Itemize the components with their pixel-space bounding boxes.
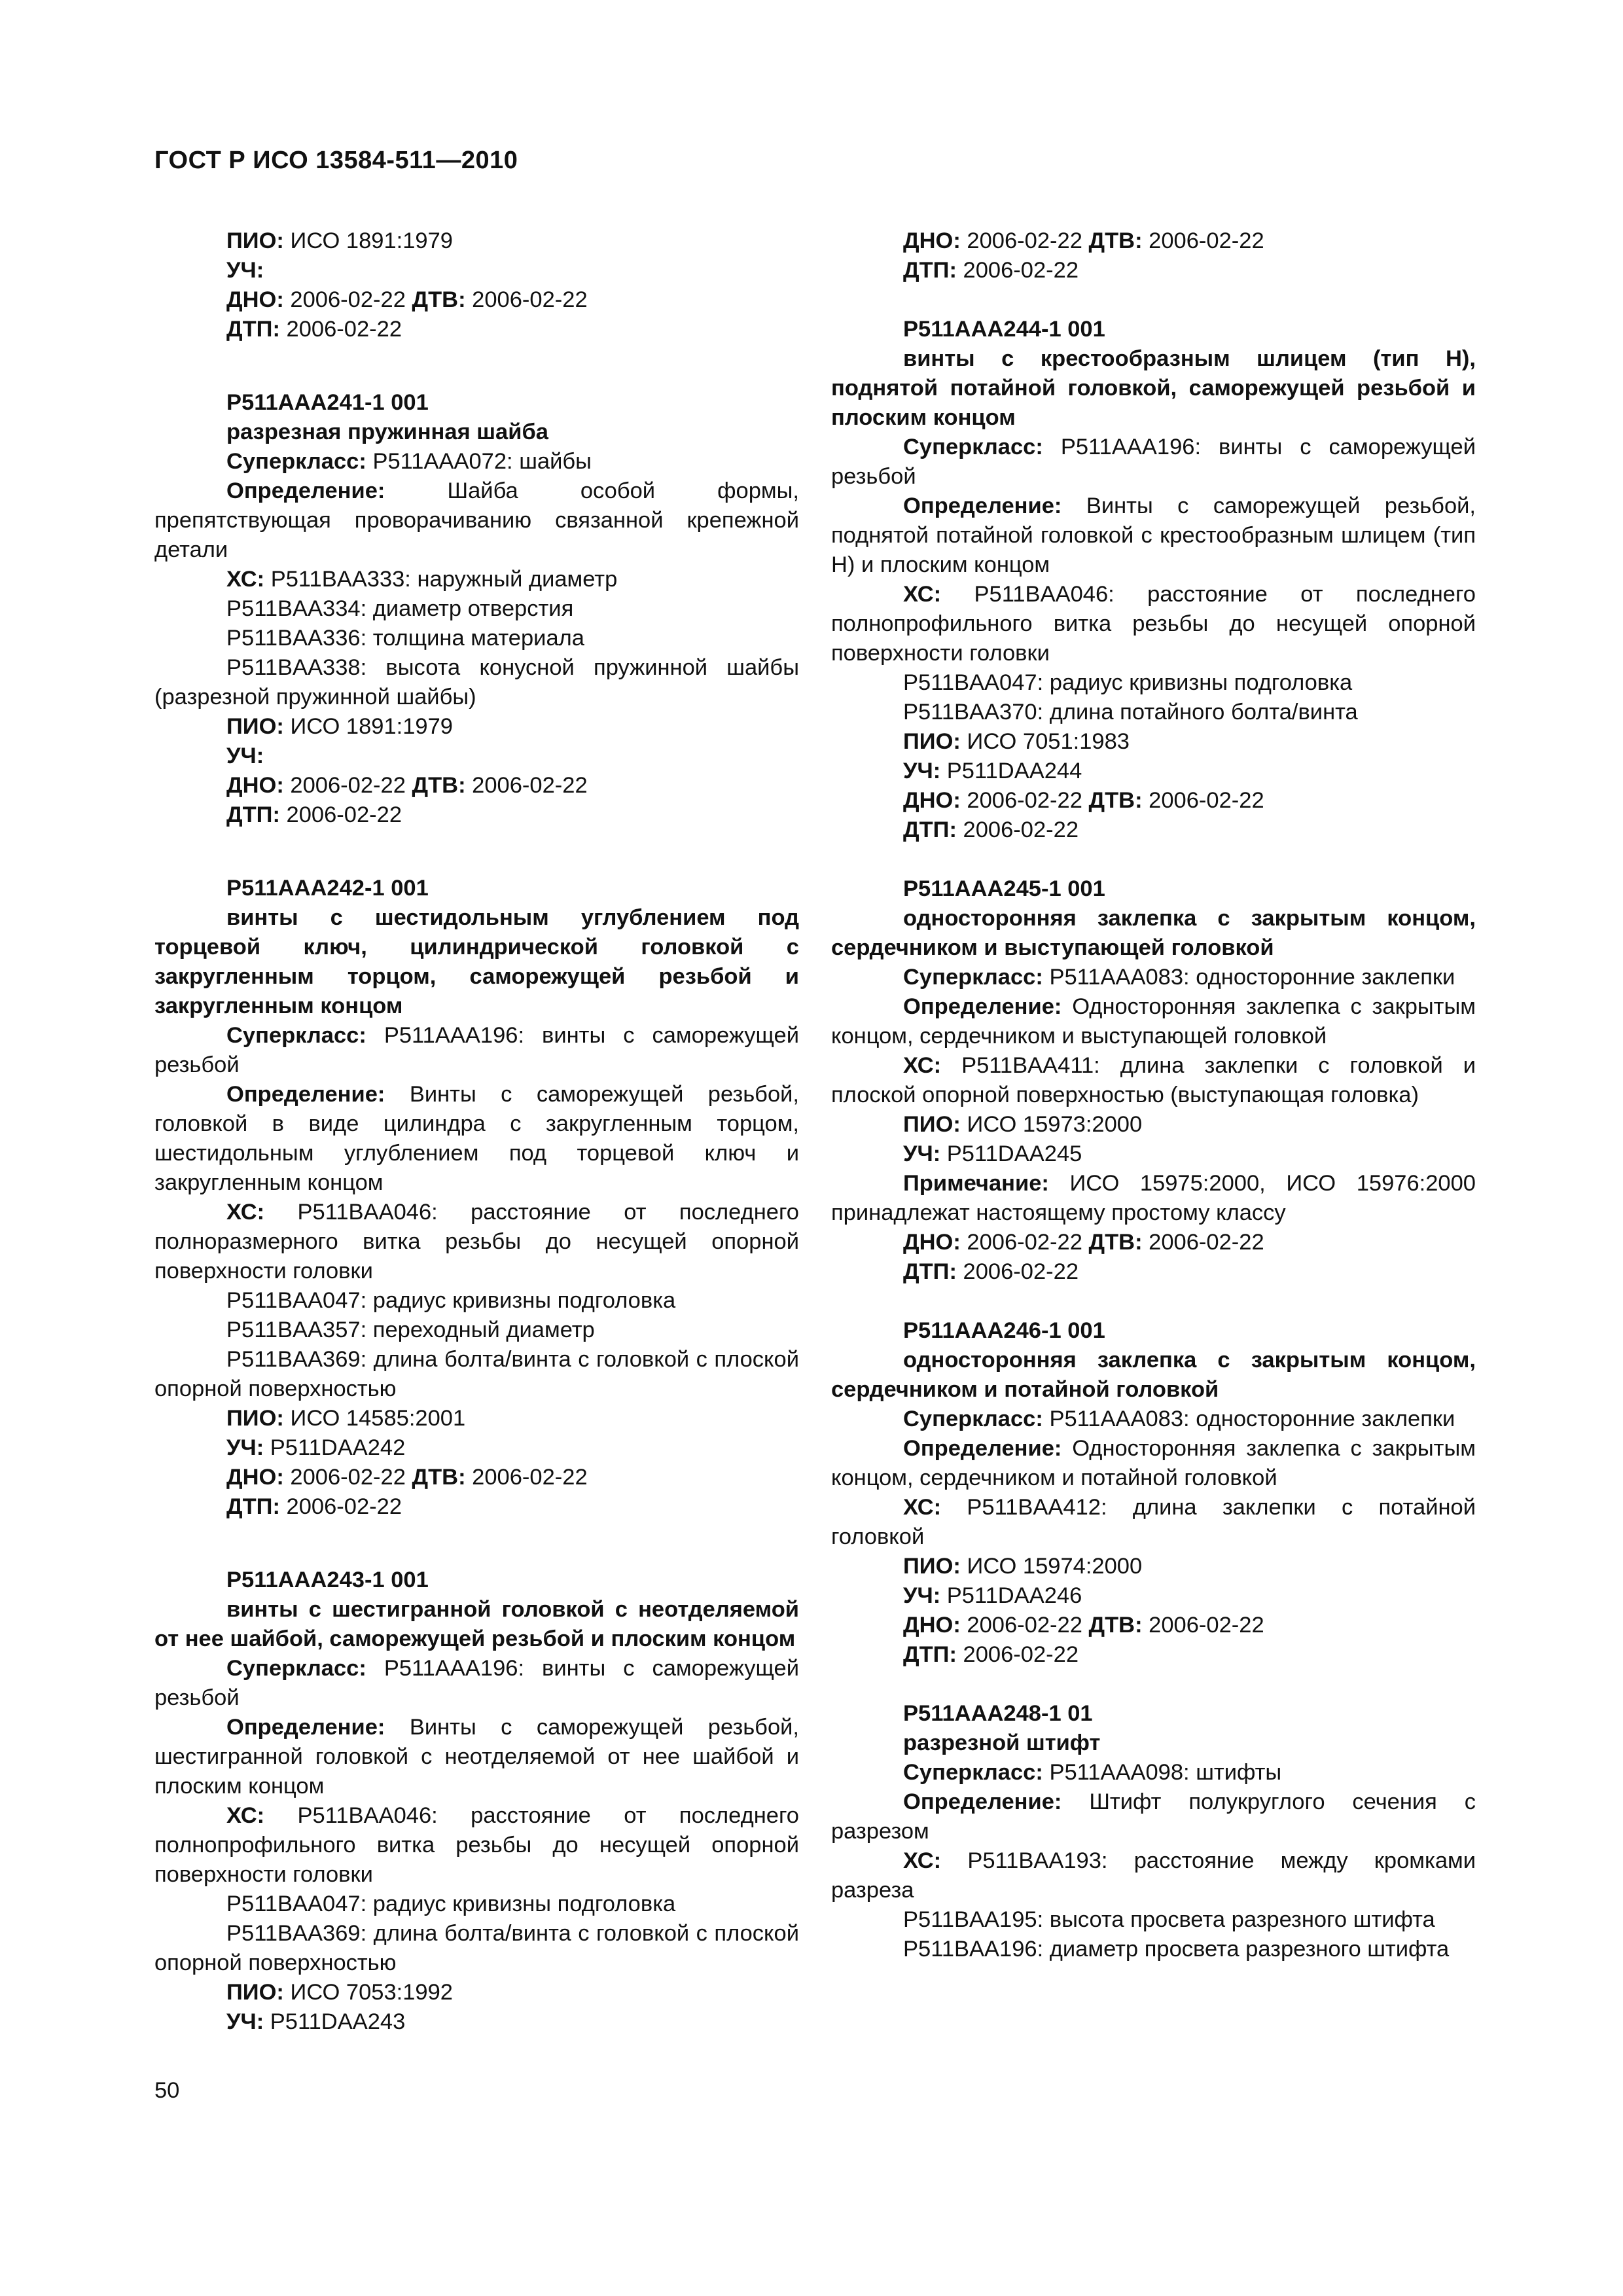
- field-dtp: ДТП: 2006-02-22: [226, 317, 402, 342]
- field-hs-item: P511BAA338: высота конусной пружинной шайбы (разрезной пружинной шайбы): [154, 655, 799, 709]
- field-hs: ХС: P511BAA046: расстояние от последнего полнопрофильного витка резьбы до несущей опорной поверхности головки: [154, 1803, 799, 1887]
- field-superclass: Суперкласс: P511AAA083: односторонние заклепки: [903, 1407, 1455, 1431]
- field-superclass: Суперкласс: P511AAA196: винты с саморежущей резьбой: [154, 1656, 799, 1710]
- left-column: [154, 226, 799, 2037]
- field-pio: ПИО: ИСО 15974:2000: [903, 1554, 1143, 1579]
- field-hs-item: P511BAA047: радиус кривизны подголовка: [226, 1892, 676, 1916]
- field-uch: УЧ: P511DAA245: [903, 1141, 1082, 1166]
- field-dates: ДНО: 2006-02-22 ДТВ: 2006-02-22: [903, 788, 1264, 813]
- field-dates: ДНО: 2006-02-22 ДТВ: 2006-02-22: [903, 228, 1264, 253]
- field-dates: ДНО: 2006-02-22 ДТВ: 2006-02-22: [903, 1230, 1264, 1255]
- field-pio: ПИО: ИСО 7051:1983: [903, 729, 1130, 754]
- field-hs-item: P511BAA047: радиус кривизны подголовка: [226, 1288, 676, 1313]
- entry-code: P511AAA244-1 001: [903, 317, 1105, 342]
- field-superclass: Суперкласс: P511AAA072: шайбы: [226, 449, 592, 474]
- field-hs: ХС: P511BAA412: длина заклепки с потайной головкой: [831, 1495, 1476, 1549]
- entry-code: P511AAA248-1 01: [903, 1701, 1093, 1726]
- field-hs-item: P511BAA369: длина болта/винта с головкой с плоской опорной поверхностью: [154, 1921, 799, 1975]
- entry-name: винты с шестидольным углублением под торцевой ключ, цилиндрической головкой с закругленным торцом, саморежущей резьбой и закругленным концом: [154, 905, 799, 1018]
- field-superclass: Суперкласс: P511AAA083: односторонние заклепки: [903, 965, 1455, 990]
- field-uch: УЧ: P511DAA242: [226, 1435, 406, 1460]
- field-uch: УЧ:: [226, 744, 264, 768]
- field-definition: Определение: Винты с саморежущей резьбой, головкой в виде цилиндра с закругленным торцом, шестидольным углублением под торцевой ключ и закругленным концом: [154, 1082, 799, 1195]
- page-number: 50: [154, 2078, 180, 2103]
- field-hs: ХС: P511BAA046: расстояние от последнего полноразмерного витка резьбы до несущей опорной поверхности головки: [154, 1200, 799, 1283]
- field-hs: ХС: P511BAA333: наружный диаметр: [226, 567, 618, 592]
- entry-code: P511AAA243-1 001: [226, 1568, 429, 1592]
- field-hs-item: P511BAA196: диаметр просвета разрезного штифта: [903, 1937, 1450, 1962]
- field-superclass: Суперкласс: P511AAA196: винты с саморежущей резьбой: [831, 435, 1476, 489]
- entry-name: односторонняя заклепка с закрытым концом, сердечником и потайной головкой: [831, 1348, 1476, 1402]
- field-dates: ДНО: 2006-02-22 ДТВ: 2006-02-22: [903, 1613, 1264, 1638]
- field-dates: ДНО: 2006-02-22 ДТВ: 2006-02-22: [226, 773, 588, 798]
- field-hs-item: P511BAA336: толщина материала: [226, 626, 584, 651]
- field-hs: ХС: P511BAA193: расстояние между кромками разреза: [831, 1848, 1476, 1903]
- field-note: Примечание: ИСО 15975:2000, ИСО 15976:2000 принадлежат настоящему простому классу: [831, 1171, 1476, 1225]
- entry-code: P511AAA241-1 001: [226, 390, 429, 415]
- field-hs: ХС: P511BAA411: длина заклепки с головкой и плоской опорной поверхностью (выступающая головка): [831, 1053, 1476, 1107]
- field-hs-item: P511BAA370: длина потайного болта/винта: [903, 700, 1358, 725]
- field-dtp: ДТП: 2006-02-22: [903, 1259, 1079, 1284]
- field-hs-item: P511BAA195: высота просвета разрезного штифта: [903, 1907, 1435, 1932]
- field-dtp: ДТП: 2006-02-22: [226, 802, 402, 827]
- field-definition: Определение: Винты с саморежущей резьбой, шестигранной головкой с неотделяемой от нее шайбой и плоским концом: [154, 1715, 799, 1799]
- field-definition: Определение: Винты с саморежущей резьбой, поднятой потайной головкой с крестообразным шлицем (тип H) и плоским концом: [831, 493, 1476, 577]
- field-pio: ПИО: ИСО 7053:1992: [226, 1980, 453, 2005]
- field-superclass: Суперкласс: P511AAA098: штифты: [903, 1760, 1282, 1785]
- field-uch: УЧ:: [226, 258, 264, 283]
- field-pio: ПИО: ИСО 14585:2001: [226, 1406, 466, 1431]
- field-hs-item: P511BAA357: переходный диаметр: [226, 1318, 595, 1342]
- field-hs-item: P511BAA047: радиус кривизны подголовка: [903, 670, 1353, 695]
- field-dates: ДНО: 2006-02-22 ДТВ: 2006-02-22: [226, 1465, 588, 1490]
- field-hs: ХС: P511BAA046: расстояние от последнего полнопрофильного витка резьбы до несущей опорной поверхности головки: [831, 582, 1476, 666]
- field-pio: ПИО: ИСО 1891:1979: [226, 228, 453, 253]
- field-dates: ДНО: 2006-02-22 ДТВ: 2006-02-22: [226, 287, 588, 312]
- field-hs-item: P511BAA334: диаметр отверстия: [226, 596, 574, 621]
- right-column: [831, 226, 1476, 1964]
- field-definition: Определение: Шайба особой формы, препятствующая проворачиванию связанной крепежной детали: [154, 478, 799, 562]
- field-dtp: ДТП: 2006-02-22: [903, 1642, 1079, 1667]
- entry-name: разрезной штифт: [903, 1731, 1101, 1755]
- field-uch: УЧ: P511DAA244: [903, 759, 1082, 783]
- entry-code: P511AAA245-1 001: [903, 876, 1105, 901]
- field-uch: УЧ: P511DAA243: [226, 2009, 406, 2034]
- entry-name: разрезная пружинная шайба: [226, 420, 548, 444]
- field-dtp: ДТП: 2006-02-22: [903, 258, 1079, 283]
- field-dtp: ДТП: 2006-02-22: [903, 817, 1079, 842]
- entry-name: односторонняя заклепка с закрытым концом, сердечником и выступающей головкой: [831, 906, 1476, 960]
- field-definition: Определение: Односторонняя заклепка с закрытым концом, сердечником и выступающей головкой: [831, 994, 1476, 1049]
- field-hs-item: P511BAA369: длина болта/винта с головкой с плоской опорной поверхностью: [154, 1347, 799, 1401]
- entry-name: винты с крестообразным шлицем (тип H), поднятой потайной головкой, саморежущей резьбой и плоским концом: [831, 346, 1476, 430]
- field-uch: УЧ: P511DAA246: [903, 1583, 1082, 1608]
- field-dtp: ДТП: 2006-02-22: [226, 1494, 402, 1519]
- field-superclass: Суперкласс: P511AAA196: винты с саморежущей резьбой: [154, 1023, 799, 1077]
- field-pio: ПИО: ИСО 15973:2000: [903, 1112, 1143, 1137]
- field-pio: ПИО: ИСО 1891:1979: [226, 714, 453, 739]
- field-definition: Определение: Односторонняя заклепка с закрытым концом, сердечником и потайной головкой: [831, 1436, 1476, 1490]
- entry-name: винты с шестигранной головкой с неотделяемой от нее шайбой, саморежущей резьбой и плоским концом: [154, 1597, 799, 1651]
- entry-code: P511AAA242-1 001: [226, 876, 429, 901]
- entry-code: P511AAA246-1 001: [903, 1318, 1105, 1343]
- field-definition: Определение: Штифт полукруглого сечения с разрезом: [831, 1789, 1476, 1844]
- page-header: ГОСТ Р ИСО 13584-511—2010: [154, 147, 518, 174]
